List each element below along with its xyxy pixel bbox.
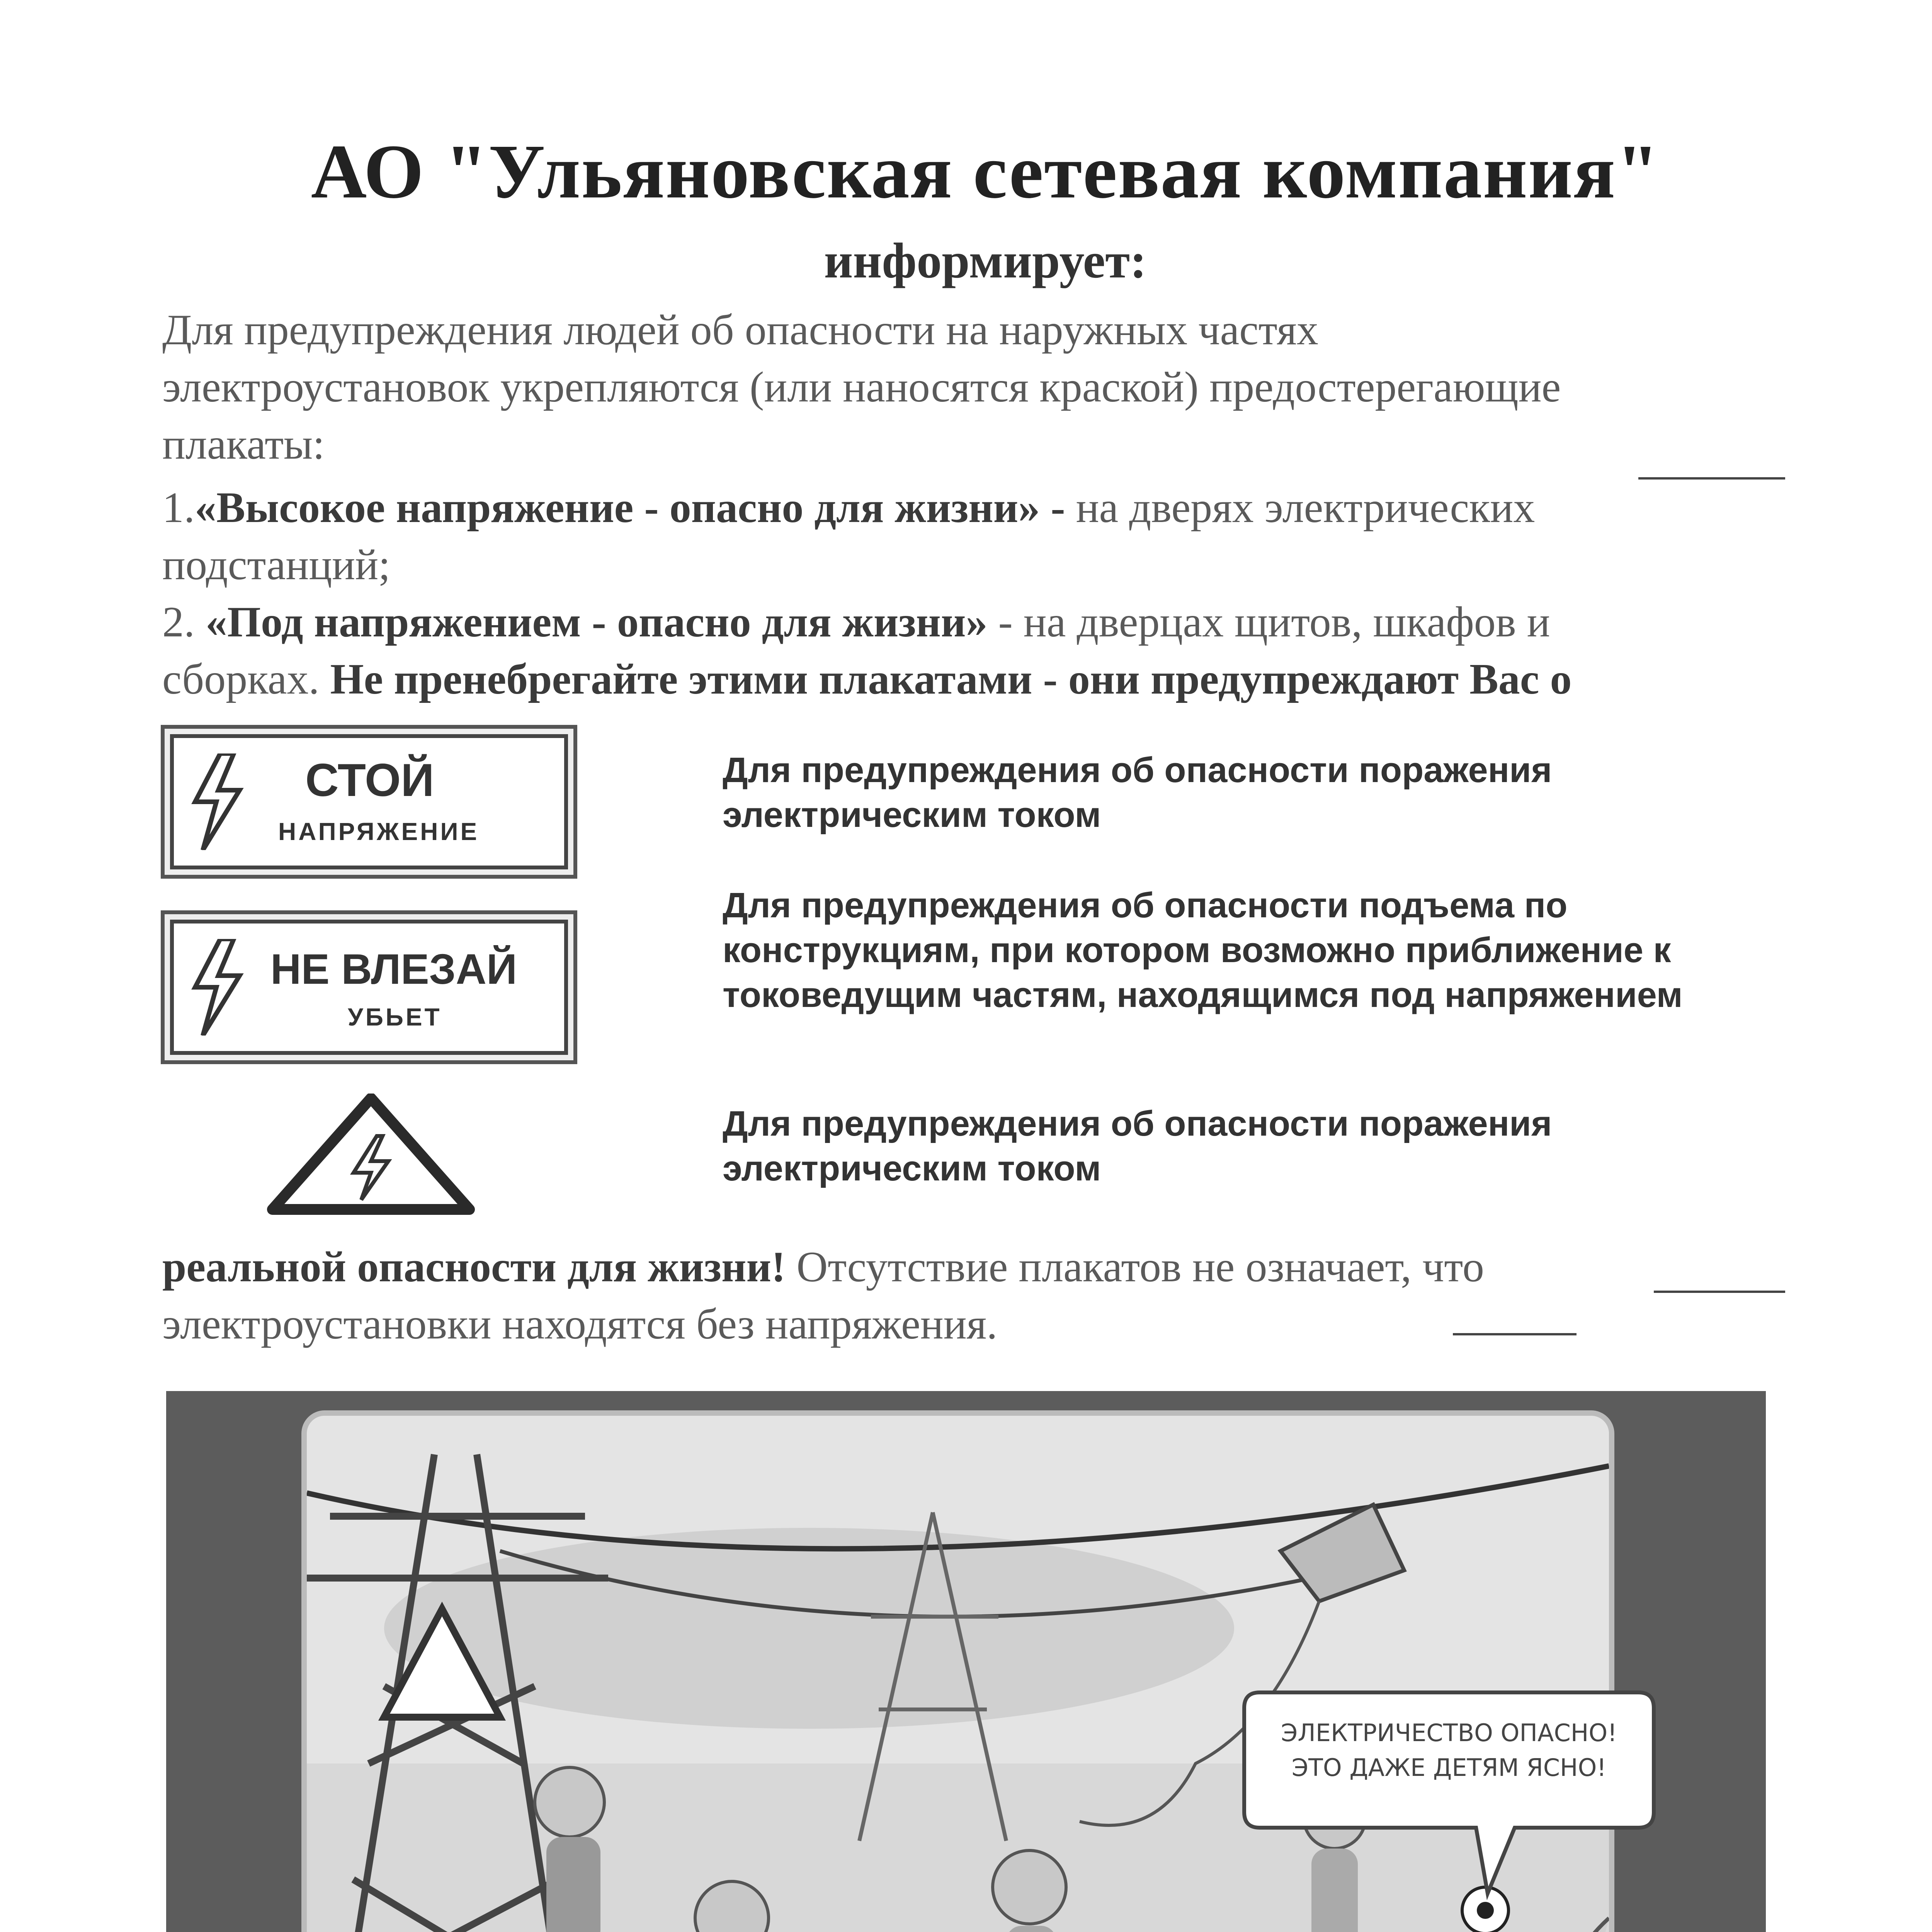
sign-main-label: СТОЙ: [305, 754, 434, 806]
item-1-bold: «Высокое напряжение - опасно для жизни» -: [195, 484, 1065, 532]
lightning-icon: [189, 939, 247, 1036]
bubble-line-2: ЭТО ДАЖЕ ДЕТЯМ ЯСНО!: [1291, 1753, 1607, 1782]
item-2: [162, 594, 1824, 651]
page-title: АО "Ульяновская сетевая компания": [311, 129, 1660, 214]
item-1: [162, 479, 1824, 536]
sign-stoy-napryazhenie: [170, 734, 568, 869]
closing-rest: Отсутствие плакатов не означает, что: [786, 1243, 1484, 1291]
item-1-rest: на дверях электрических: [1065, 484, 1535, 532]
closing-line-2: электроустановки находятся без напряжения.: [162, 1300, 998, 1348]
item-2-bold: «Под напряжением - опасно для жизни»: [206, 598, 988, 646]
sign-main-label: НЕ ВЛЕЗАЙ: [270, 946, 517, 993]
intro-line-3: плакаты:: [162, 420, 325, 468]
page-subtitle: информирует:: [824, 233, 1147, 289]
intro-line-1: Для предупреждения людей об опасности на наружных частях: [162, 306, 1318, 354]
item-1-number: 1.: [162, 484, 195, 532]
item-1-line-2: подстанций;: [162, 541, 391, 589]
intro-paragraph: [162, 301, 1824, 473]
item-3: [162, 651, 1824, 708]
sign-1-description: Для предупреждения об опасности поражения электрическим током: [723, 750, 1552, 835]
closing-line-1: [162, 1238, 1824, 1296]
lightning-icon: [189, 753, 247, 850]
closing-paragraph: [162, 1238, 1824, 1353]
warning-triangle-icon: [267, 1094, 475, 1217]
closing-bold: реальной опасности для жизни!: [162, 1243, 786, 1291]
item-3-bold: Не пренебрегайте этими плакатами - они предупреждают Вас о: [330, 655, 1572, 703]
speech-bubble-text: [1252, 1716, 1646, 1785]
bubble-line-1: ЭЛЕКТРИЧЕСТВО ОПАСНО!: [1281, 1719, 1617, 1747]
intro-line-2: электроустановок укрепляются (или наносятся краской) предостерегающие: [162, 363, 1561, 411]
sign-3-description: Для предупреждения об опасности поражения электрическим током: [723, 1104, 1552, 1188]
sign-ne-vlezai: [170, 920, 568, 1055]
sign-2-description: Для предупреждения об опасности подъема по конструкциям, при котором возможно приближение к токоведущим частям, находящимся под напряжением: [723, 886, 1683, 1015]
item-3-start: сборках.: [162, 655, 330, 703]
pen-mark: [1638, 477, 1785, 480]
sign-sub-label: НАПРЯЖЕНИЕ: [278, 818, 480, 845]
items-paragraph: [162, 479, 1824, 708]
item-2-rest: - на дверцах щитов, шкафов и: [987, 598, 1550, 646]
item-2-number: 2.: [162, 598, 206, 646]
sign-sub-label: УБЬЕТ: [348, 1003, 442, 1031]
